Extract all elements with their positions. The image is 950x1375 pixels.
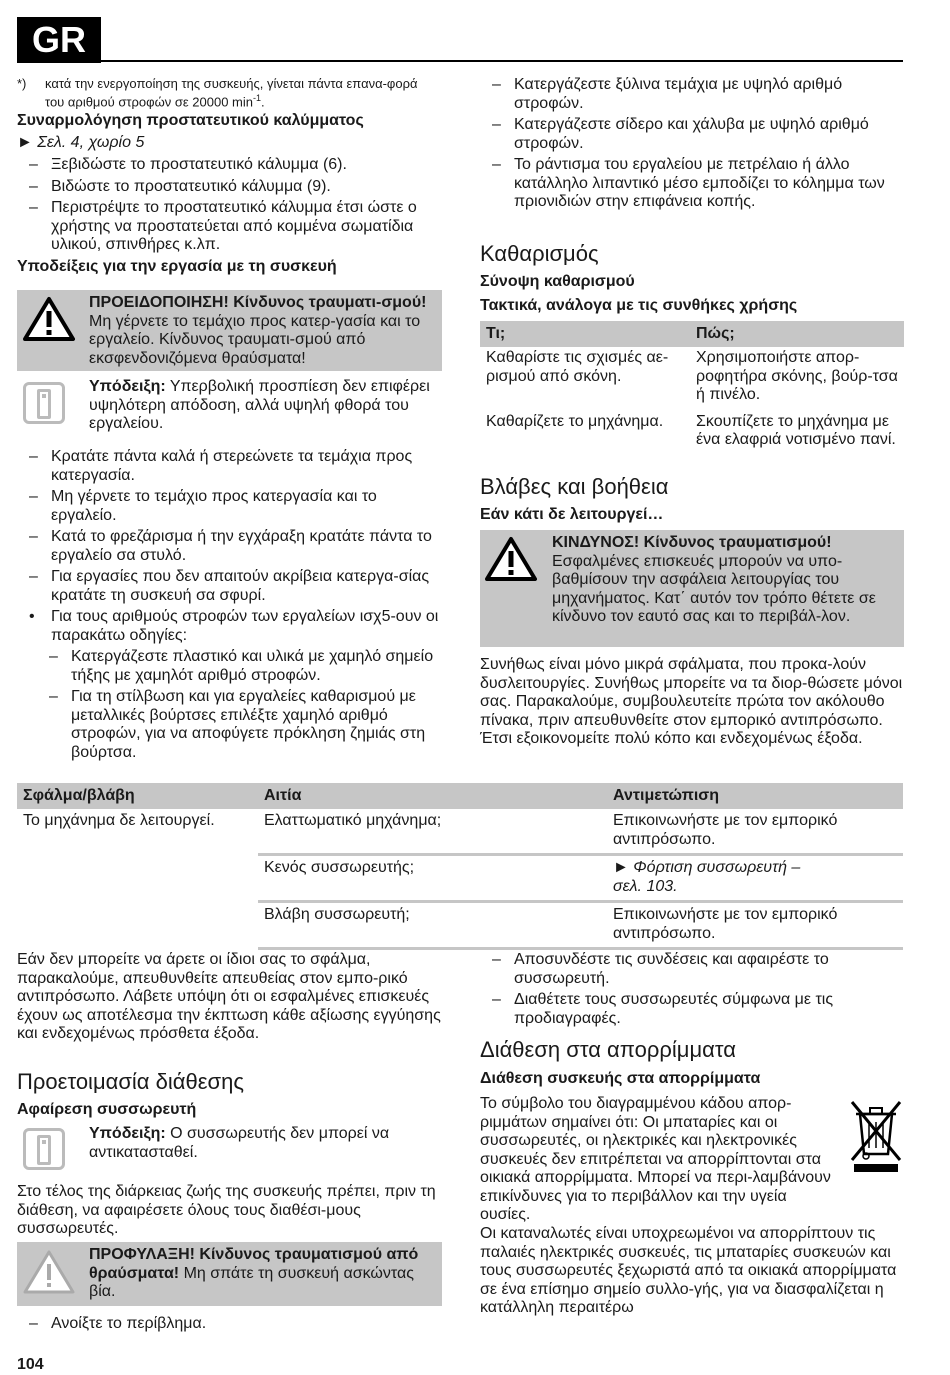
disposal-section <box>480 1037 904 1089</box>
guard-ref <box>17 134 442 153</box>
prep-note <box>17 1125 442 1162</box>
faults-after: Εάν δεν μπορείτε να άρετε οι ίδιοι σας το σφάλμα, παρακαλούμε, απευθυνθείτε απευθείας στον εμπο-ρικό αντιπρόσωπο. Λάβετε υπόψη ότι οι εσφαλμένες επισκευές έχουν ως αποτέλεσμα την έκπτωση κάθε αξίωσης εγγύησης και ενδεχομένως πρόσθετα έξοδα. <box>17 951 441 1042</box>
language-badge: GR <box>17 17 101 63</box>
header-rule <box>101 60 903 62</box>
prep-steps-left <box>17 1315 442 1334</box>
cleaning-heading: Καθαρισμός <box>480 241 599 266</box>
prep-step: – Αποσυνδέστε τις συνδέσεις και αφαιρέστε το συσσωρευτή. <box>480 951 904 988</box>
cell-cause: Ελαττωματικό μηχάνημα; <box>258 809 607 855</box>
cell-how: Χρησιμοποιήστε απορ-ροφητήρα σκόνης, βούρ-τσα ή πινέλο. <box>696 349 898 403</box>
disposal-para1: Το σύμβολο του διαγραμμένου κάδου απορ-ριμμάτων σημαίνει ότι: Οι μπαταρίες και οι συσσωρευτές, οι ηλεκτρικές και ηλεκτρονικές συσκευές δεν επιτρέπεται να απορρίπτονται στα οικιακά απορρίμματα. Μπορεί να περι-λαμβάνουν επικίνδυνες για το περιβάλλον και την υγεία ουσίες. <box>480 1095 831 1223</box>
table-row <box>480 347 904 411</box>
guard-step: – Βιδώστε το προστατευτικό κάλυμμα (9). <box>17 178 442 197</box>
tip-subitem: – Κατεργάζεστε πλαστικό και υλικά με χαμηλό σημείο τήξης με χαμηλότ αριθμό στροφών. <box>17 648 442 685</box>
cleaning-table <box>480 321 904 456</box>
disposal-sub: Διάθεση συσκευής στα απορρίμματα <box>480 1070 761 1087</box>
footnote <box>17 76 437 109</box>
crossed-bin-icon <box>846 1096 906 1176</box>
cleaning-section <box>480 241 904 456</box>
cell-how: Σκουπίζετε το μηχάνημα με ένα ελαφριά νοτισμένο πανί. <box>696 412 896 448</box>
caution-icon <box>23 1249 75 1295</box>
tip-item: • Για τους αριθμούς στροφών των εργαλείων ισχ5-ουν οι παρακάτω οδηγίες: <box>17 608 442 645</box>
guard-step: – Περιστρέψτε το προστατευτικό κάλυμμα έτσι ώστε ο χρήστης να προστατεύεται από κομμένα σωματίδια υλικού, σπινθήρες κ.λπ. <box>17 199 442 255</box>
table-row <box>17 809 903 855</box>
tip-item: – Κρατάτε πάντα καλά ή στερεώνετε τα τεμάχια προς κατεργασία. <box>17 448 442 485</box>
cleaning-sub2: Τακτικά, ανάλογα με τις συνθήκες χρήσης <box>480 296 798 314</box>
cell-fix-link[interactable]: ► Φόρτιση συσσωρευτή – σελ. 103. <box>613 859 801 895</box>
prep-heading: Προετοιμασία διάθεσης <box>17 1069 244 1094</box>
prep-section <box>17 1069 442 1120</box>
cell-fault: Το μηχάνημα δε λειτουργεί. <box>23 812 215 829</box>
prep-note-body: Ο συσσωρευτής δεν μπορεί να αντικατασταθεί. <box>89 1125 390 1161</box>
tip-item: – Για εργασίες που δεν απαιτούν ακρίβεια κατεργα-σίας κρατάτε τη συσκευή σα σφυρί. <box>17 568 442 605</box>
warning-box <box>17 290 442 371</box>
faults-heading-block <box>480 474 904 525</box>
note-bold: Υπόδειξη: <box>89 378 166 395</box>
faults-heading: Βλάβες και βοήθεια <box>480 474 669 499</box>
prep-note-bold: Υπόδειξη: <box>89 1125 166 1142</box>
col-fault: Σφάλμα/βλάβη <box>17 783 258 809</box>
tips-items <box>17 448 442 645</box>
col-what: Τι; <box>480 321 690 347</box>
prep-right <box>480 951 904 1031</box>
caution-bold: ΠΡΟΦΥΛΑΞΗ! Κίνδυνος τραυματισμού από θραύσματα! <box>89 1246 419 1282</box>
tip-subitem: – Για τη στίλβωση και για εργαλείες καθαρισμού με μεταλλικές βούρτσες επιλέξτε χαμηλό αριθμό στροφών, για να αποφύγετε πρόκληση ζημιάς στη βούρτσα. <box>17 688 442 762</box>
tips-list <box>17 448 442 765</box>
prep-para: Στο τέλος της διάρκειας ζωής της συσκευής πρέπει, πριν τη διάθεση, να αφαιρέσετε όλους τους διαθέσι-μους συσσωρευτές. <box>17 1183 436 1237</box>
tips-heading: Υποδείξεις για την εργασία με τη συσκευή <box>17 257 337 275</box>
guard-heading: Συναρμολόγηση προστατευτικού καλύμματος <box>17 112 364 129</box>
faults-table <box>17 783 903 950</box>
cell-cause: Βλάβη συσσωρευτή; <box>258 902 607 949</box>
guard-ref-text: ► Σελ. 4, χωρίο 5 <box>17 133 145 151</box>
col-cause: Αιτία <box>258 783 607 809</box>
cleaning-table-header <box>480 321 904 347</box>
footnote-text: κατά την ενεργοποίηση της συσκευής, γίνεται πάντα επανα-φορά του αριθμού στροφών σε 20000 min <box>45 76 418 110</box>
guard-step: – Ξεβιδώστε το προστατευτικό κάλυμμα (6). <box>17 156 442 175</box>
warning-body: Μη γέρνετε το τεμάχιο προς κατερ-γασία και το εργαλείο. Κίνδυνος τραυματι-σμού από εκσφενδονιζόμενα θραύσματα! <box>89 312 421 367</box>
footnote-sup: -1 <box>253 93 262 103</box>
warning-text <box>89 294 434 368</box>
danger-bold: ΚΙΝΔΥΝΟΣ! Κίνδυνος τραυματισμού! <box>552 534 832 551</box>
tips-subitems <box>17 648 442 762</box>
col-how: Πώς; <box>690 321 904 347</box>
note-body: Υπερβολική προσπίεση δεν επιφέρει υψηλότερη απόδοση, αλλά υψηλή φθορά του εργαλείου. <box>89 378 430 432</box>
caution-box <box>17 1242 442 1306</box>
cell-what: Καθαρίζετε το μηχάνημα. <box>486 412 664 430</box>
cleaning-sub: Σύνοψη καθαρισμού <box>480 273 635 290</box>
faults-sub: Εάν κάτι δε λειτουργεί… <box>480 506 664 523</box>
info-icon <box>23 382 65 424</box>
tip-item: – Μη γέρνετε το τεμάχιο προς κατεργασία και το εργαλείο. <box>17 488 442 525</box>
cell-fix <box>607 855 903 902</box>
prep-step: – Διαθέτετε τους συσσωρευτές σύμφωνα με τις προδιαγραφές. <box>480 991 904 1028</box>
cell-what: Καθαρίστε τις σχισμές αε-ρισμού από σκόνη. <box>486 349 669 385</box>
warning-icon <box>485 536 537 582</box>
right-subitems <box>480 76 904 215</box>
caution-text <box>89 1246 435 1302</box>
tip-subitem: – Κατεργάζεστε ξύλινα τεμάχια με υψηλό αριθμό στροφών. <box>460 76 904 113</box>
cell-fix: Επικοινωνήστε με τον εμπορικό αντιπρόσωπο. <box>607 902 903 949</box>
col-fix: Αντιμετώπιση <box>607 783 903 809</box>
tips-right-subitems <box>460 76 904 212</box>
guard-steps <box>17 156 442 255</box>
caution-body: Μη σπάτε τη συσκευή ασκώντας βία. <box>89 1264 414 1300</box>
warning-bold: ΠΡΟΕΙΔΟΠΟΙΗΣΗ! Κίνδυνος τραυματι-σμού! <box>89 294 427 311</box>
note-text <box>89 378 437 434</box>
prep-step: – Ανοίξτε το περίβλημα. <box>17 1315 442 1334</box>
footnote-mark: *) <box>17 76 27 91</box>
tip-subitem: – Κατεργάζεστε σίδερο και χάλυβα με υψηλό αριθμό στροφών. <box>460 116 904 153</box>
cell-cause: Κενός συσσωρευτής; <box>258 855 607 902</box>
faults-table-header <box>17 783 903 809</box>
prep-sub: Αφαίρεση συσσωρευτή <box>17 1101 197 1118</box>
danger-box <box>480 530 904 647</box>
disposal-heading: Διάθεση στα απορρίμματα <box>480 1037 736 1062</box>
cell-fix: Επικοινωνήστε με τον εμπορικό αντιπρόσωπο. <box>607 809 903 855</box>
faults-para: Συνήθως είναι μόνο μικρά σφάλματα, που προκα-λούν δυσλειτουργίες. Συνήθως μπορείτε να τα διορ-θώσετε μόνοι σας. Παρακαλούμε, συμβουλευτείτε πρώτα τον ακόλουθο πίνακα, πριν απευθυνθείτε στον εμπορικό αντιπρόσωπο. Έτσι εξοικονομείτε πολύ κόπο και ενδεχομένως έξοδα. <box>480 656 903 747</box>
info-icon <box>23 1128 65 1170</box>
note-block <box>17 378 442 434</box>
table-row <box>480 411 904 456</box>
danger-body: Εσφαλμένες επισκευές μπορούν να υπο-βαθμίσουν την ασφάλεια λειτουργίας του μηχανήματος. Κατ΄ αυτόν τον τρόπο θέτετε σε κίνδυνο τον εαυτό σας και το περιβάλ-λον. <box>552 552 876 625</box>
tip-subitem: – Το ράντισμα του εργαλείου με πετρέλαιο ή άλλο κατάλληλο λιπαντικό μέσο εμποδίζει το κόλημμα των πριονιδιών στην επιφάνεια κοπής. <box>460 156 904 212</box>
danger-text <box>552 534 898 627</box>
footnote-end: . <box>261 94 265 110</box>
tip-item: – Κατά το φρεζάρισμα ή την εγχάραξη κρατάτε πάντα το εργαλείο σα στυλό. <box>17 528 442 565</box>
page-number: 104 <box>17 1356 44 1373</box>
warning-icon <box>23 296 75 342</box>
prep-step1-block <box>17 1315 442 1337</box>
guard-section <box>17 112 442 276</box>
prep-note-text <box>89 1125 437 1162</box>
prep-steps-right <box>480 951 904 1028</box>
disposal-para2: Οι καταναλωτές είναι υποχρεωμένοι να απορρίπτουν τις παλαιές ηλεκτρικές συσκευές, τις μπαταρίες συσκευών και τους συσσωρευτές ξεχωριστά από τα οικιακά απορρίμματα σε ένα επίσημο σημείο συλλο-γής, για να διασφαλίζεται η κατάλληλη περαιτέρω <box>480 1225 897 1316</box>
